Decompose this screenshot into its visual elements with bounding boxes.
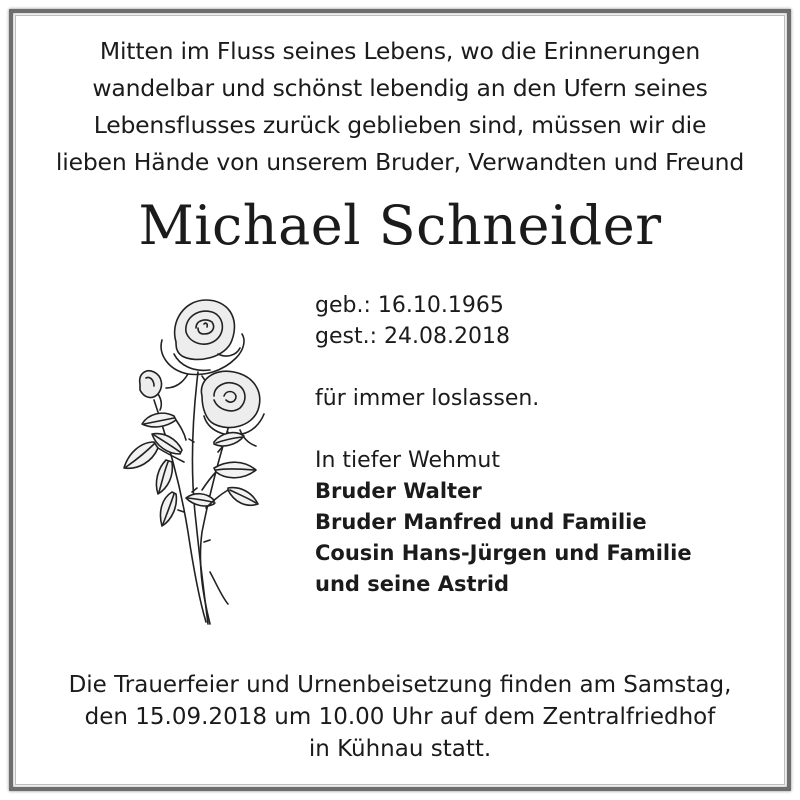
farewell-message: für immer loslassen. — [315, 386, 540, 411]
intro-line: wandelbar und schönst lebendig an den Ufern seines — [92, 74, 708, 102]
mourners-intro: In tiefer Wehmut — [315, 448, 500, 473]
ceremony-line: den 15.09.2018 um 10.00 Uhr auf dem Zentralfriedhof — [84, 704, 716, 730]
deceased-name: Michael Schneider — [138, 194, 662, 257]
mourner-name: Bruder Walter — [315, 479, 482, 503]
mourner-name: Bruder Manfred und Familie — [315, 510, 647, 534]
intro-text — [30, 33, 770, 181]
intro-line: lieben Hände von unserem Bruder, Verwandten und Freund — [55, 148, 745, 176]
spacer — [315, 352, 785, 383]
details-block — [315, 290, 785, 600]
ceremony-info — [30, 669, 770, 765]
mourner-name: Cousin Hans-Jürgen und Familie — [315, 541, 692, 565]
birth-date: geb.: 16.10.1965 — [315, 293, 504, 318]
mourner-name: und seine Astrid — [315, 572, 510, 596]
ceremony-line: in Kühnau statt. — [308, 736, 492, 762]
ceremony-line: Die Trauerfeier und Urnenbeisetzung finden am Samstag, — [68, 672, 732, 698]
rose-illustration-icon — [118, 292, 278, 632]
intro-line: Mitten im Fluss seines Lebens, wo die Erinnerungen — [99, 37, 701, 65]
intro-line: Lebensflusses zurück geblieben sind, müssen wir die — [93, 111, 707, 139]
death-date: gest.: 24.08.2018 — [315, 324, 510, 349]
spacer — [315, 414, 785, 445]
